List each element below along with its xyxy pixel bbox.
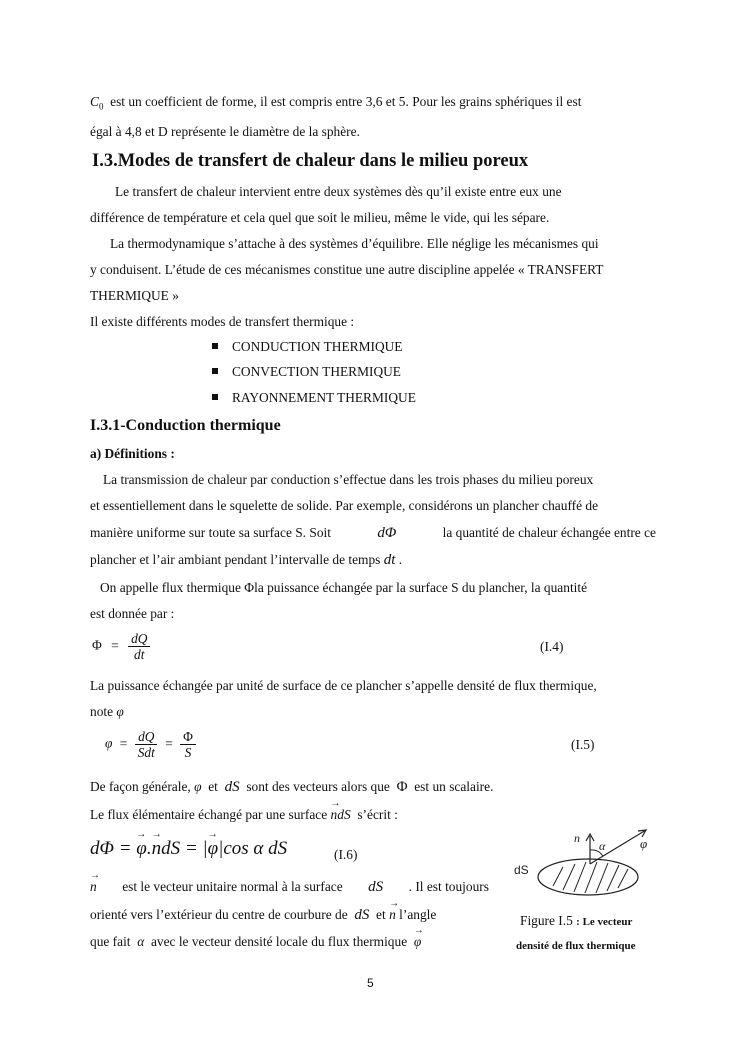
para3-line4: plancher et l’air ambiant pendant l’intervalle de temps dt . <box>90 552 403 568</box>
para2-line3: THERMIQUE » <box>90 288 179 303</box>
para8-line1: → n est le vecteur unitaire normal à la surface dS . Il est toujours <box>90 879 489 896</box>
para4-line1: On appelle flux thermique Φla puissance échangée par la surface S du plancher, la quantité <box>100 580 588 595</box>
intro-line-2: égal à 4,8 et D représente le diamètre de la sphère. <box>90 124 360 139</box>
label-phi: φ <box>640 836 648 851</box>
mode-item-convection: CONVECTION THERMIQUE <box>212 364 401 380</box>
equation-label-i5: (I.5) <box>571 737 595 752</box>
equation-label-i6: (I.6) <box>334 847 358 862</box>
para7: Le flux élémentaire échangé par une surface → ndS s’écrit : <box>90 807 398 823</box>
figure-flux-vector <box>508 812 658 908</box>
modes-intro: Il existe différents modes de transfert thermique : <box>90 314 355 329</box>
label-n: n <box>574 831 580 845</box>
fraction: $\frac{dQ}{\text{Sdt}}$ <box>135 729 158 760</box>
section-title: I.3.Modes de transfert de chaleur dans le milieu poreux <box>92 151 529 171</box>
para2-line2: y conduisent. L’étude de ces mécanismes constitue une autre discipline appelée « TRANSFERT <box>90 262 604 277</box>
para5-line2: note φ <box>90 704 124 719</box>
bullet-icon <box>212 394 218 400</box>
para2-line1: La thermodynamique s’attache à des systèmes d’équilibre. Elle néglige les mécanismes qui <box>110 236 599 251</box>
surface-hatching <box>553 862 628 893</box>
label-ds: dS <box>514 863 529 877</box>
mode-item-conduction: CONDUCTION THERMIQUE <box>212 339 402 355</box>
mode-item-rayonnement: RAYONNEMENT THERMIQUE <box>212 390 416 406</box>
bullet-icon <box>212 368 218 374</box>
fraction: $\frac{\Phi}{S}$ <box>180 729 196 760</box>
fraction: $\frac{dQ}{dt}$ <box>128 631 150 662</box>
figure-caption-line2: densité de flux thermique <box>516 940 636 952</box>
label-alpha: α <box>599 839 606 853</box>
equation-i4: Φ = $\frac{dQ}{dt}$ <box>92 631 150 662</box>
para3-line1: La transmission de chaleur par conduction s’effectue dans les trois phases du milieu poreux <box>103 472 594 487</box>
para8-line2: orienté vers l’extérieur du centre de courbure de dS et → n l’angle <box>90 907 436 924</box>
bullet-icon <box>212 343 218 349</box>
equation-i6: dΦ = → φ.→ ndS = |→ φ|cos α dS <box>90 838 287 860</box>
para6: De façon générale, φ et dS sont des vecteurs alors que Φ est un scalaire. <box>90 779 494 795</box>
para1-line1: Le transfert de chaleur intervient entre deux systèmes dès qu’il existe entre eux une <box>115 184 562 199</box>
para5-line1: La puissance échangée par unité de surface de ce plancher s’appelle densité de flux thermique, <box>90 678 597 693</box>
definitions-label: a) Définitions : <box>90 446 175 461</box>
equation-label-i4: (I.4) <box>540 639 564 654</box>
subsection-title: I.3.1-Conduction thermique <box>90 417 281 434</box>
para3-line3: manière uniforme sur toute sa surface S. Soit dΦ la quantité de chaleur échangée entre ce <box>90 525 656 541</box>
page-number: 5 <box>367 976 374 990</box>
para4-line2: est donnée par : <box>90 606 175 621</box>
para8-line3: que fait α avec le vecteur densité locale du flux thermique → φ <box>90 934 421 950</box>
equation-i5: φ = $\frac{dQ}{\text{Sdt}}$ = $\frac{\Phi}{S}$ <box>105 729 196 760</box>
c0-symbol: C <box>90 94 99 109</box>
surface-ellipse <box>538 859 638 895</box>
intro-line-1: $C_0$ est un coefficient de forme, il est compris entre 3,6 et 5. Pour les grains sphériques il est <box>90 94 582 112</box>
para3-line2: et essentiellement dans le squelette de solide. Par exemple, considérons un plancher chauffé de <box>90 498 599 513</box>
para1-line2: différence de température et cela quel que soit le milieu, même le vide, qui les sépare. <box>90 210 550 225</box>
figure-caption-line1: Figure I.5 : Le vecteur <box>520 913 633 928</box>
